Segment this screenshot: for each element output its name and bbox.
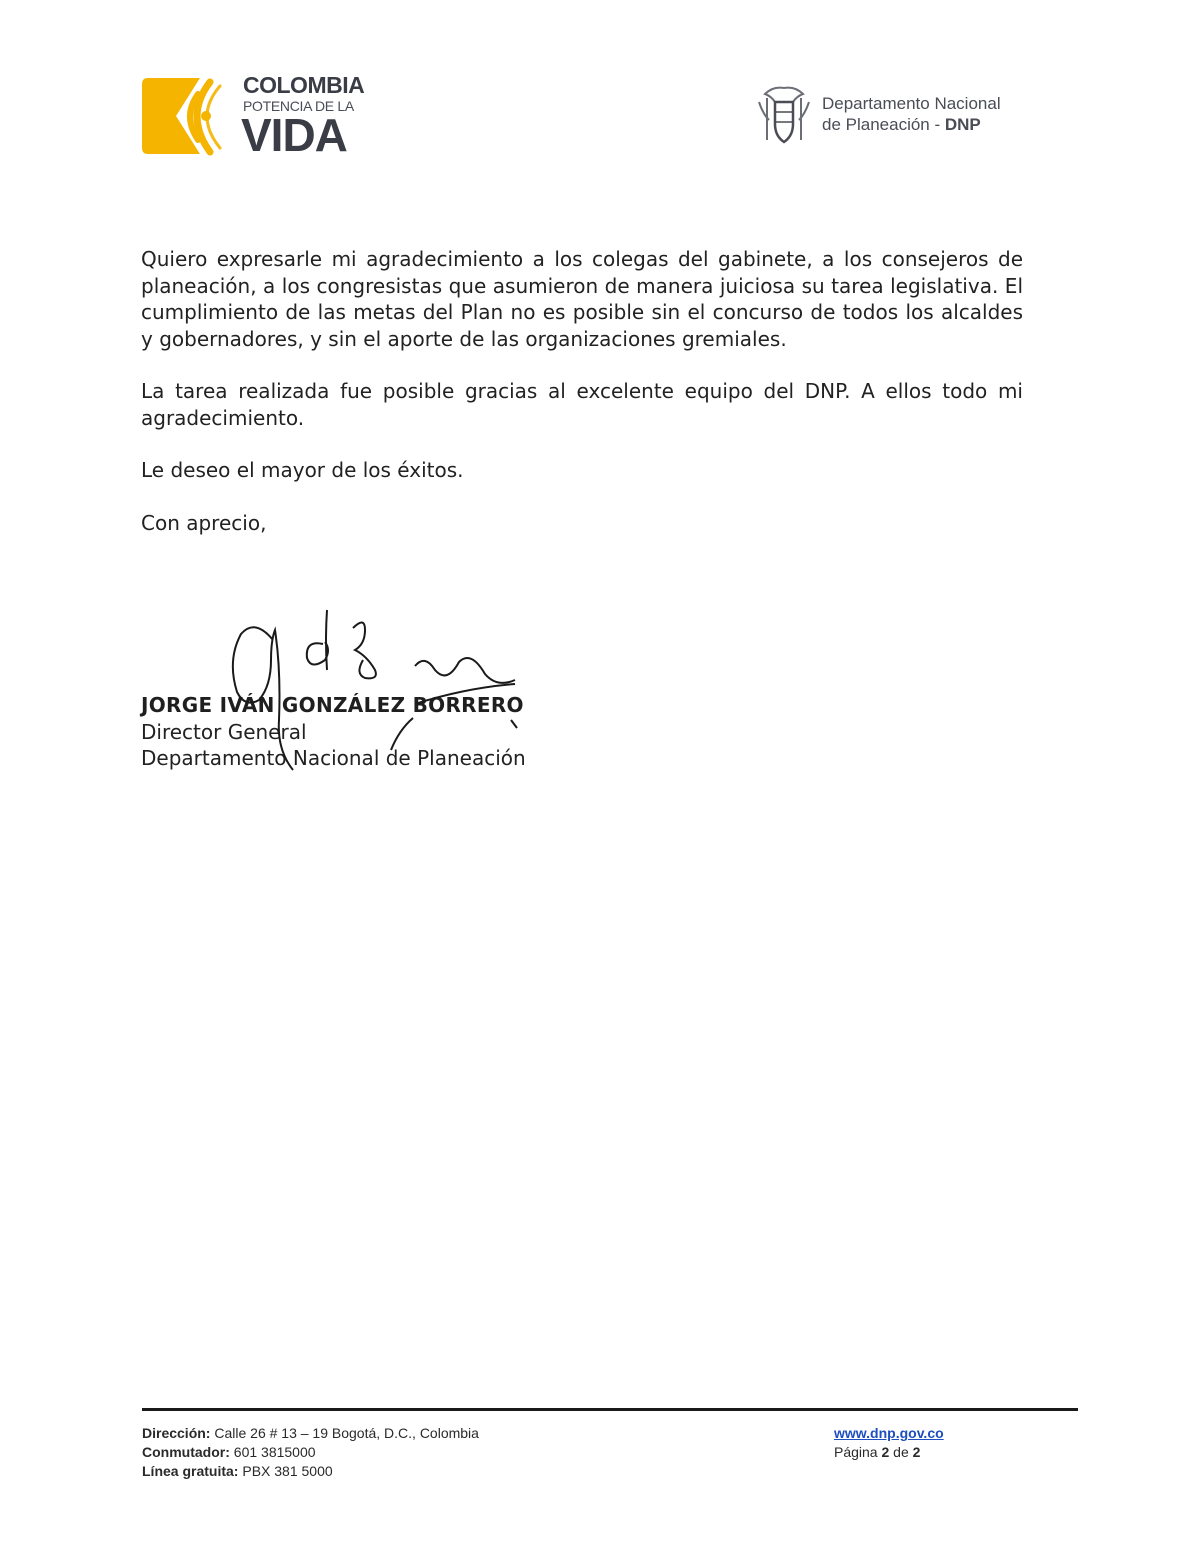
brand-vida-text: VIDA [241,109,347,161]
footer-switchboard [142,1443,479,1462]
dnp-logo [755,84,1045,150]
letter-paragraph-2: La tarea realizada fue posible gracias al excelente equipo del DNP. A ellos todo mi agradecimiento. [141,379,1023,430]
dnp-name-line2-prefix: de Planeación - [822,115,945,134]
footer-hotline-label: Línea gratuita: [142,1463,239,1479]
footer-hotline-value: PBX 381 5000 [242,1463,333,1479]
footer-address [142,1424,479,1443]
letter-paragraph-3: Le deseo el mayor de los éxitos. [141,458,464,482]
footer-divider [142,1408,1078,1411]
letter-paragraph-1: Quiero expresarle mi agradecimiento a los colegas del gabinete, a los consejeros de planeación, a los congresistas que asumieron de manera juiciosa su tarea legislativa. El cumplimiento de las metas del Plan no es posible sin el concurso de todos los alcaldes y gobernadores, y sin el aporte de las organizaciones gremiales. [141,247,1023,351]
signer-title: Director General [141,720,307,744]
footer-switchboard-label: Conmutador: [142,1444,230,1460]
page-separator: de [889,1444,913,1460]
page-number [834,1443,944,1462]
dnp-name-line1: Departamento Nacional [822,94,1001,113]
coat-of-arms-icon [755,84,813,146]
page-current: 2 [881,1444,890,1460]
dnp-name-line2 [822,115,981,135]
dnp-acronym: DNP [944,115,981,134]
footer-address-value: Calle 26 # 13 – 19 Bogotá, D.C., Colombia [214,1425,479,1441]
handwritten-signature [215,600,535,775]
brand-colombia-text: COLOMBIA [243,72,365,98]
brand-potencia-text: POTENCIA DE LA [243,98,354,114]
footer-hotline [142,1462,479,1481]
colombia-potencia-de-la-vida-logo [140,70,380,160]
footer-contact-info [142,1424,479,1481]
footer-switchboard-value: 601 3815000 [233,1444,316,1460]
footer-web-and-page [834,1424,944,1462]
broadcast-waves-icon [140,76,232,158]
footer-address-label: Dirección: [142,1425,211,1441]
signer-name: JORGE IVÁN GONZÁLEZ BORRERO [141,693,524,717]
footer-website-link[interactable]: www.dnp.gov.co [834,1425,944,1441]
letter-closing: Con aprecio, [141,511,267,535]
signer-organization: Departamento Nacional de Planeación [141,746,526,770]
page-prefix: Página [834,1444,882,1460]
page-total: 2 [912,1444,921,1460]
